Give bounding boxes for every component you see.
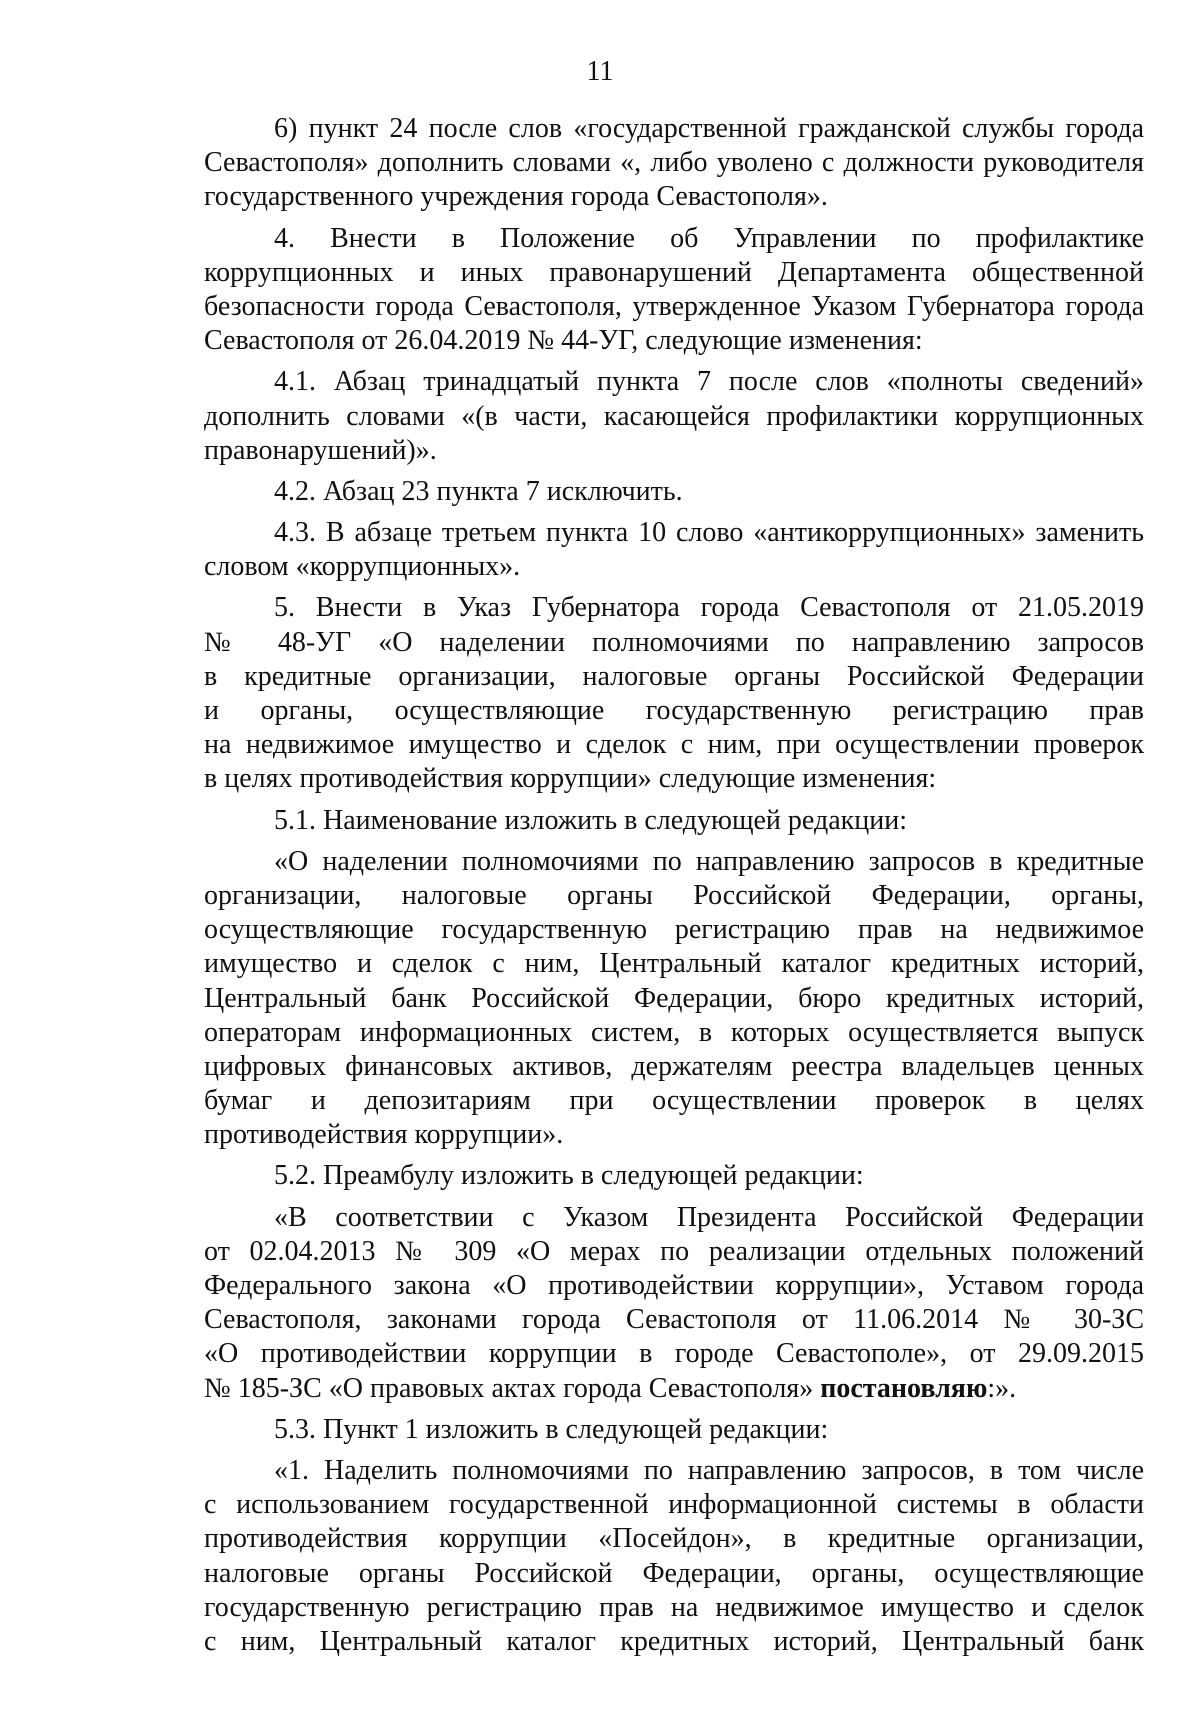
text-line-tail: :». (987, 1372, 1017, 1404)
paragraph-gap (204, 584, 1144, 591)
text-line (204, 591, 1144, 625)
text-line-content: 4. Внести в Положение об Управлении по профилактике (274, 222, 1144, 254)
text-line (204, 324, 1144, 358)
text-line-content: дополнить словами «(в части, касающейся профилактики коррупционных (204, 400, 1144, 432)
paragraph-gap (204, 1152, 1144, 1159)
paragraph-gap (204, 358, 1144, 365)
text-line (204, 1454, 1144, 1488)
text-line-content: 5.1. Наименование изложить в следующей редакции: (274, 804, 907, 836)
text-line-content: Севастополя от 26.04.2019 № 44-УГ, следующие изменения: (204, 325, 923, 357)
text-line-content: организации, налоговые органы Российской Федерации, органы, (204, 879, 1144, 911)
document-body (204, 112, 1144, 1659)
text-line (204, 516, 1144, 550)
text-line (204, 290, 1144, 324)
text-line-content: в кредитные организации, налоговые органы Российской Федерации (204, 660, 1144, 692)
text-line-content: бумаг и депозитариям при осуществлении проверок в целях (204, 1085, 1144, 1117)
paragraph-gap (204, 1447, 1144, 1454)
text-line-content: 4.3. В абзаце третьем пункта 10 слово «антикоррупционных» заменить (274, 517, 1144, 549)
text-line (204, 1050, 1144, 1084)
text-line (204, 365, 1144, 399)
text-line-content: № 185-ЗС «О правовых актах города Севастополя» (204, 1372, 814, 1404)
text-line (204, 222, 1144, 256)
text-line (204, 1337, 1144, 1371)
text-line (204, 947, 1144, 981)
text-line (204, 1557, 1144, 1591)
text-line (204, 1488, 1144, 1522)
text-line-content: 5.3. Пункт 1 изложить в следующей редакции: (274, 1413, 829, 1445)
text-line (204, 1522, 1144, 1556)
text-line (204, 879, 1144, 913)
paragraph-gap (204, 1406, 1144, 1413)
text-line-content: и органы, осуществляющие государственную регистрацию прав (204, 695, 1144, 726)
text-line (204, 1269, 1144, 1303)
text-line (204, 1235, 1144, 1269)
text-line (204, 1159, 1144, 1193)
text-line (204, 1201, 1144, 1235)
text-line (204, 804, 1144, 838)
text-line-content: Севастополя» дополнить словами «, либо уволено с должности руководителя (204, 147, 1144, 179)
text-line-content: словом «коррупционных». (204, 551, 521, 583)
text-line-content: государственную регистрацию прав на недвижимое имущество и сделок (204, 1591, 1144, 1623)
text-line-content: с ним, Центральный каталог кредитных историй, Центральный банк (204, 1625, 1144, 1657)
text-line-content: «1. Наделить полномочиями по направлению запросов, в том числе (274, 1454, 1144, 1486)
text-line (204, 1016, 1144, 1050)
text-line-content: «О наделении полномочиями по направлению запросов в кредитные (274, 845, 1144, 877)
text-line-content: Центральный банк Российской Федерации, бюро кредитных историй, (204, 982, 1144, 1014)
paragraph-gap (204, 797, 1144, 804)
text-line-content: в целях противодействия коррупции» следующие изменения: (204, 763, 937, 795)
text-line (204, 626, 1144, 660)
paragraph-gap (204, 215, 1144, 222)
text-line-content: государственного учреждения города Севастополя». (204, 181, 828, 213)
text-line (204, 1118, 1144, 1152)
text-line-content: «О противодействии коррупции в городе Севастополе», от 29.09.2015 (204, 1338, 1144, 1370)
text-line-content: 4.1. Абзац тринадцатый пункта 7 после слов «полноты сведений» (274, 366, 1144, 398)
text-line (204, 400, 1144, 434)
text-line-content: правонарушений)». (204, 434, 437, 466)
paragraph-gap (204, 468, 1144, 475)
text-line-content: 5.2. Преамбулу изложить в следующей редакции: (274, 1160, 864, 1192)
text-line (204, 1591, 1144, 1625)
text-line (204, 180, 1144, 214)
paragraph-gap (204, 838, 1144, 845)
text-line (204, 112, 1144, 146)
text-line-content: цифровых финансовых активов, держателям реестра владельцев ценных (204, 1050, 1144, 1082)
text-line (204, 1303, 1144, 1337)
text-line-content: противодействия коррупции «Посейдон», в кредитные организации, (204, 1523, 1144, 1555)
text-line-content: операторам информационных систем, в которых осуществляется выпуск (204, 1016, 1144, 1048)
text-line (204, 913, 1144, 947)
paragraph-gap (204, 1194, 1144, 1201)
text-line-content: имущество и сделок с ним, Центральный каталог кредитных историй, (204, 948, 1144, 980)
text-line-content: осуществляющие государственную регистрацию прав на недвижимое (204, 914, 1144, 946)
text-line (204, 845, 1144, 879)
text-line (204, 982, 1144, 1016)
text-line (204, 694, 1144, 728)
text-line-content: противодействия коррупции». (204, 1119, 564, 1151)
text-line-content: Федерального закона «О противодействии коррупции», Уставом города (204, 1270, 1144, 1301)
text-line-content: 5. Внести в Указ Губернатора города Севастополя от 21.05.2019 (274, 592, 1144, 624)
text-line-content: 4.2. Абзац 23 пункта 7 исключить. (274, 475, 683, 507)
text-line-content: коррупционных и иных правонарушений Департамента общественной (204, 256, 1144, 288)
text-line (204, 1413, 1144, 1447)
text-line-content: Севастополя, законами города Севастополя от 11.06.2014 № 30-ЗС (204, 1304, 1144, 1336)
text-line (204, 1372, 1144, 1406)
bold-word: постановляю (820, 1372, 988, 1404)
text-line-content: № 48-УГ «О наделении полномочиями по направлению запросов (204, 626, 1144, 658)
text-line (204, 256, 1144, 290)
text-line-content: от 02.04.2013 № 309 «О мерах по реализации отдельных положений (204, 1235, 1144, 1267)
text-line (204, 550, 1144, 584)
text-line-content: налоговые органы Российской Федерации, органы, осуществляющие (204, 1557, 1144, 1589)
text-line (204, 475, 1144, 509)
text-line (204, 728, 1144, 762)
text-line-content: с использованием государственной информационной системы в области (204, 1489, 1144, 1521)
text-line (204, 146, 1144, 180)
text-line-content: «В соответствии с Указом Президента Российской Федерации (274, 1201, 1144, 1233)
text-line-content: безопасности города Севастополя, утвержденное Указом Губернатора города (204, 290, 1144, 322)
paragraph-gap (204, 509, 1144, 516)
text-line (204, 1625, 1144, 1659)
text-line-content: на недвижимое имущество и сделок с ним, при осуществлении проверок (204, 729, 1144, 761)
page-number: 11 (586, 56, 614, 87)
text-line (204, 660, 1144, 694)
text-line (204, 762, 1144, 796)
text-line (204, 1084, 1144, 1118)
text-line (204, 434, 1144, 468)
text-line-content: 6) пункт 24 после слов «государственной гражданской службы города (274, 113, 1144, 144)
